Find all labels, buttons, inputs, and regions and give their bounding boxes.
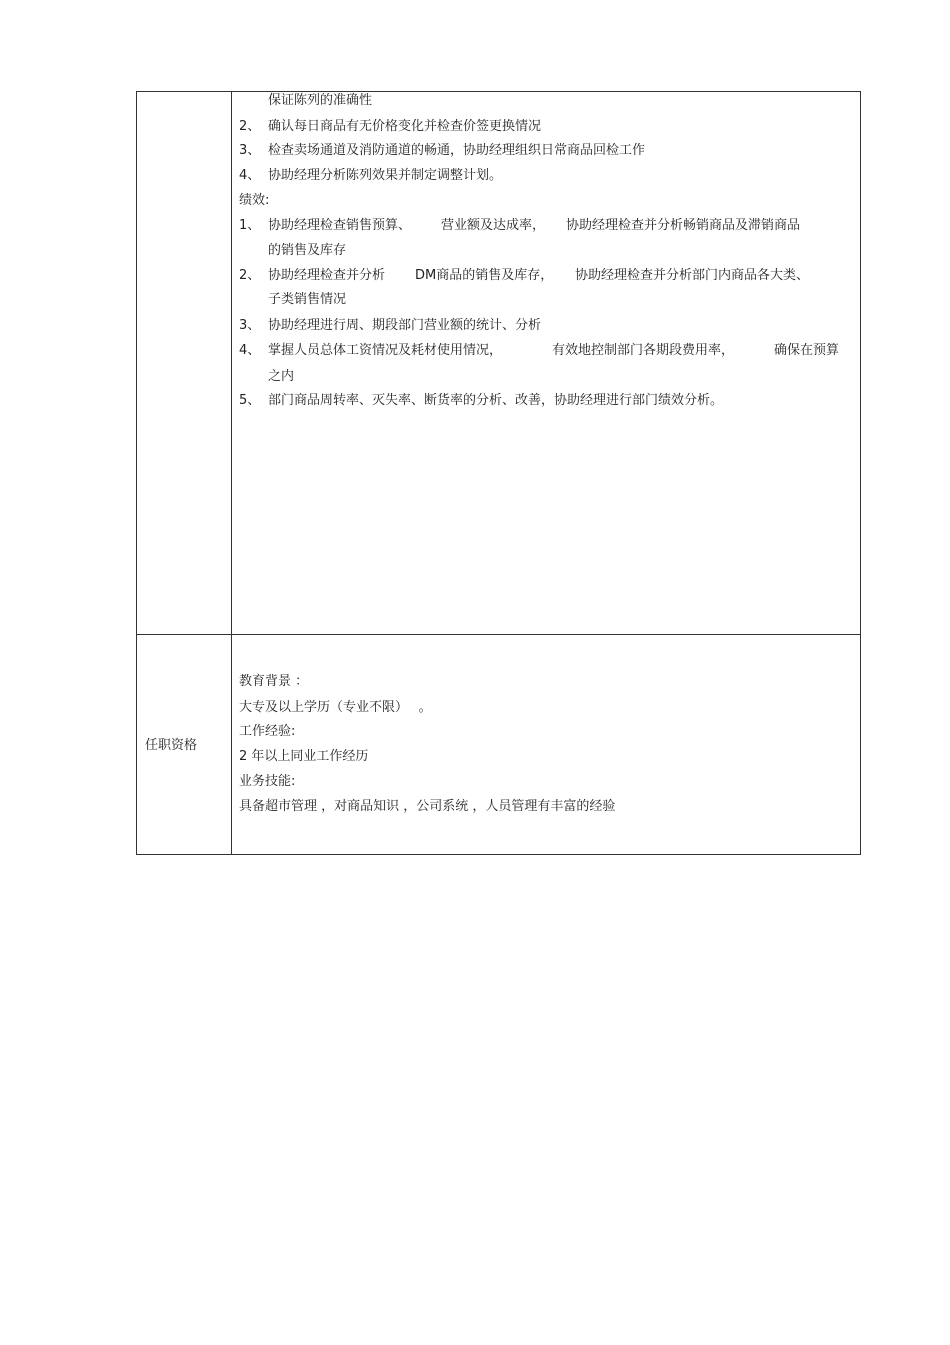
qualifications-label: 任职资格 bbox=[145, 738, 198, 753]
qualification-line: 2 年以上同业工作经历 bbox=[239, 749, 369, 764]
duty-text: 检查卖场通道及消防通道的畅通，协助经理组织日常商品回检工作 bbox=[268, 143, 646, 158]
performance-text: 确保在预算 bbox=[774, 343, 840, 358]
performance-continuation: 子类销售情况 bbox=[268, 292, 347, 307]
performance-text: 协助经理检查并分析 bbox=[268, 268, 386, 283]
qualification-line: 工作经验: bbox=[239, 724, 296, 739]
duty-text: 协助经理分析陈列效果并制定调整计划。 bbox=[268, 168, 503, 183]
performance-continuation: 之内 bbox=[268, 369, 295, 384]
performance-text: 营业额及达成率， bbox=[441, 218, 546, 233]
job-description-table bbox=[136, 91, 861, 855]
performance-text: 协助经理检查并分析部门内商品各大类、 bbox=[575, 268, 810, 283]
performance-number: 5、 bbox=[239, 393, 261, 408]
performance-text: DM商品的销售及库存， bbox=[415, 268, 554, 283]
performance-text: 部门商品周转率、灭失率、断货率的分析、改善，协助经理进行部门绩效分析。 bbox=[268, 393, 724, 408]
performance-text: 协助经理进行周、期段部门营业额的统计、分析 bbox=[268, 318, 542, 333]
row-divider bbox=[137, 634, 860, 635]
duty-number: 3、 bbox=[239, 143, 261, 158]
performance-text: 掌握人员总体工资情况及耗材使用情况， bbox=[268, 343, 503, 358]
performance-heading: 绩效: bbox=[239, 193, 270, 208]
duty-continuation: 保证陈列的准确性 bbox=[268, 93, 373, 108]
qualification-line: 具备超市管理 ，对商品知识 ，公司系统 ，人员管理有丰富的经验 bbox=[239, 799, 616, 814]
column-divider bbox=[231, 92, 232, 854]
qualification-line: 大专及以上学历（专业不限） 。 bbox=[239, 700, 432, 715]
duty-number: 4、 bbox=[239, 168, 261, 183]
qualification-line: 教育背景 ： bbox=[239, 674, 309, 689]
duty-text: 确认每日商品有无价格变化并检查价签更换情况 bbox=[268, 119, 542, 134]
performance-number: 1、 bbox=[239, 218, 261, 233]
performance-number: 2、 bbox=[239, 268, 261, 283]
performance-text: 协助经理检查并分析畅销商品及滞销商品 bbox=[566, 218, 801, 233]
performance-continuation: 的销售及库存 bbox=[268, 243, 347, 258]
performance-number: 4、 bbox=[239, 343, 261, 358]
duty-number: 2、 bbox=[239, 119, 261, 134]
qualification-line: 业务技能: bbox=[239, 774, 296, 789]
performance-text: 有效地控制部门各期段费用率， bbox=[552, 343, 735, 358]
performance-number: 3、 bbox=[239, 318, 261, 333]
performance-text: 协助经理检查销售预算、 bbox=[268, 218, 412, 233]
